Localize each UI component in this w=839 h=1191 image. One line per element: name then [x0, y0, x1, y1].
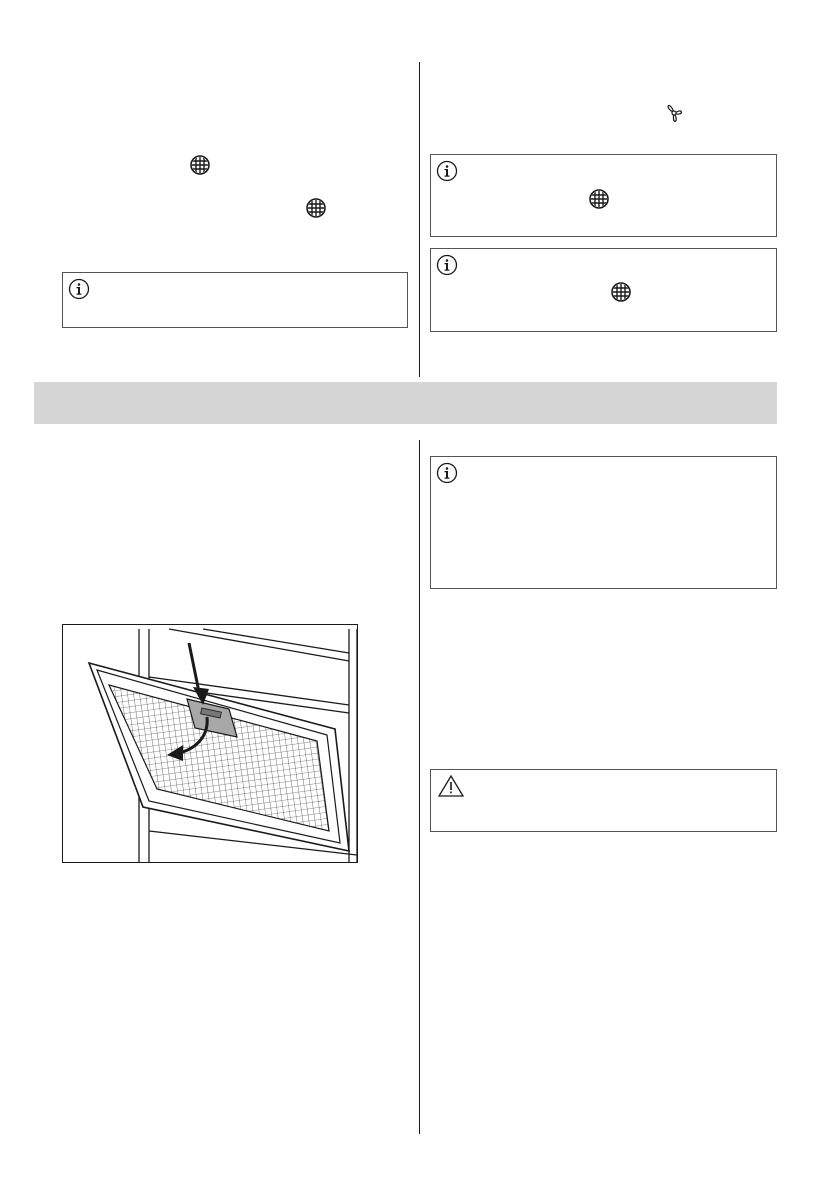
column-divider-top: [419, 62, 420, 377]
info-note-box: [430, 248, 777, 332]
info-note-box: [62, 272, 408, 328]
grease-filter-icon: [589, 189, 609, 209]
section-heading-band: [34, 382, 777, 424]
info-icon: [68, 278, 90, 300]
filter-drawing: [63, 625, 357, 862]
grease-filter-icon: [306, 198, 326, 218]
column-divider-bottom: [419, 440, 420, 1134]
fan-icon: [664, 103, 684, 125]
warning-triangle-icon: [437, 774, 465, 798]
info-note-box: [430, 456, 777, 589]
info-icon: [436, 160, 458, 182]
warning-note-box: [430, 769, 777, 832]
info-note-box: [430, 154, 777, 237]
grease-filter-removal-illustration: [62, 624, 358, 863]
info-icon: [436, 462, 458, 484]
info-icon: [436, 254, 458, 276]
grease-filter-icon: [611, 282, 631, 302]
grease-filter-icon: [190, 155, 210, 175]
